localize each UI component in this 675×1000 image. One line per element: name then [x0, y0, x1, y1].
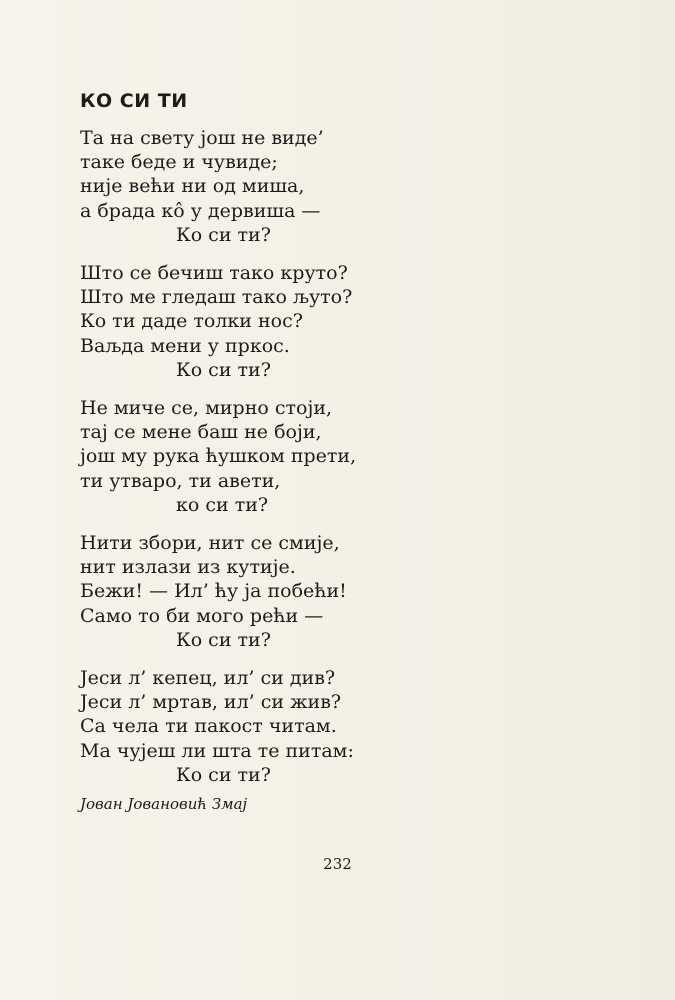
page-number: 232	[323, 855, 352, 873]
stanza-3	[80, 396, 520, 517]
stanza-2	[80, 261, 520, 382]
poem-line: још му рука ћушком прети,	[80, 445, 357, 468]
poem-line: Ко ти даде толки нос?	[80, 310, 303, 333]
stanza-5	[80, 666, 520, 787]
poem-refrain: Ко си ти?	[176, 763, 271, 786]
poem-line: Ма чујеш ли шта те питам:	[80, 739, 354, 762]
poem-refrain: ко си ти?	[176, 493, 269, 516]
poem-line: Што се бечиш тако круто?	[80, 262, 348, 285]
poem-line: Само то би мого рећи —	[80, 604, 324, 627]
poem-author: Јован Јовановић Змај	[80, 795, 248, 814]
poem-title: КО СИ ТИ	[80, 90, 188, 112]
poem-line: таке беде и чувиде;	[80, 151, 278, 174]
poem-refrain: Ко си ти?	[176, 223, 271, 246]
poem-line: нит излази из кутије.	[80, 556, 296, 579]
poem	[80, 88, 520, 815]
stanza-1	[80, 126, 520, 247]
poem-line: није већи ни од миша,	[80, 175, 305, 198]
poem-line: Та на свету још не виде’	[80, 127, 324, 149]
poem-line: Ваљда мени у пркос.	[80, 334, 290, 357]
poem-line: Што ме гледаш тако љуто?	[80, 286, 353, 309]
poem-line: Са чела ти пакост читам.	[80, 715, 337, 738]
poem-line: тај се мене баш не боји,	[80, 421, 322, 444]
poem-line: Јеси л’ кепец, ил’ си див?	[80, 667, 336, 690]
poem-line: ти утваро, ти авети,	[80, 469, 281, 492]
poem-line: Бежи! — Ил’ ћу ја побећи!	[80, 580, 347, 603]
poem-refrain: Ко си ти?	[176, 628, 271, 651]
stanza-4	[80, 531, 520, 652]
poem-line: Јеси л’ мртав, ил’ си жив?	[80, 691, 342, 714]
poem-refrain: Ко си ти?	[176, 358, 271, 381]
poem-line: а брада кô у дервиша —	[80, 199, 321, 222]
poem-line: Нити збори, нит се смије,	[80, 532, 340, 555]
poem-line: Не миче се, мирно стоји,	[80, 397, 333, 420]
